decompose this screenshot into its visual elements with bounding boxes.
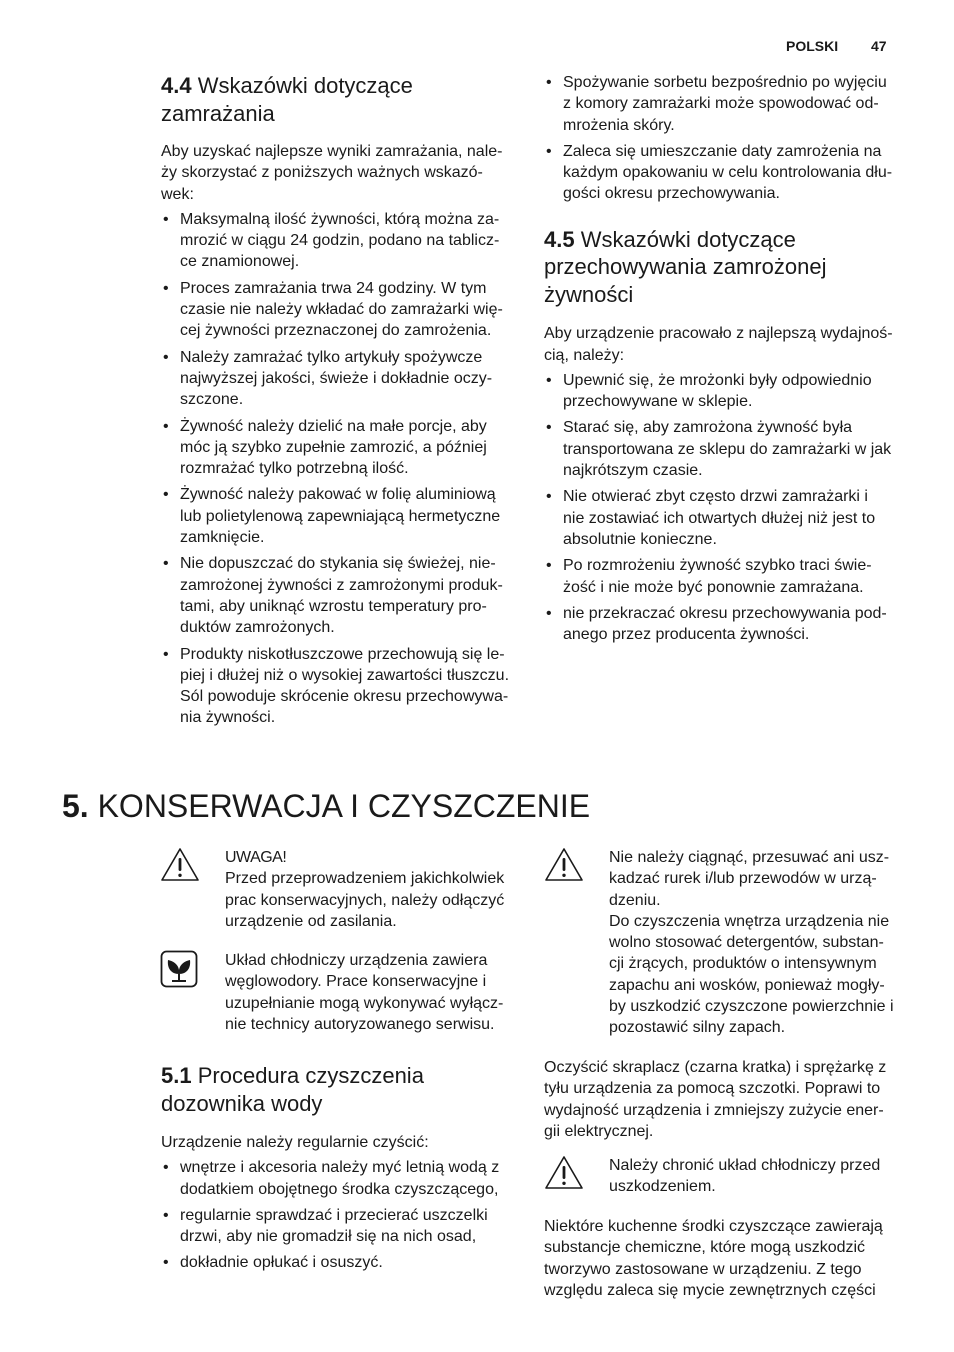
condenser-paragraph: Oczyścić skraplacz (czarna kratka) i sprężarkę z tyłu urządzenia za pomocą szczotki. Poprawi to wydajność urządzenia i zmniejszy zużycie ener- gii elektrycznej. — [544, 1059, 887, 1140]
section-4-4 — [161, 72, 521, 734]
chemicals-paragraph: Niektóre kuchenne środki czyszczące zawierają substancje chemiczne, które mogą uszkodzić tworzywo zastosowane w urządzeniu. Z tego względu zaleca się mycie zewnętrznych części — [544, 1218, 883, 1299]
list-item: • wnętrze i akcesoria należy myć letnią wodą z dodatkiem obojętnego środka czyszczącego, — [161, 1157, 521, 1200]
list-item: • nie przekraczać okresu przechowywania pod- anego przez producenta żywności. — [544, 603, 904, 646]
section-number: 4.4 — [161, 73, 192, 98]
warning-notice — [160, 847, 520, 937]
list-item: • Żywność należy dzielić na małe porcje, aby móc ją szybko zupełnie zamrozić, a później rozmrażać tylko potrzebną ilość. — [161, 416, 521, 480]
text-line: cią, należy: — [544, 346, 625, 364]
list-item: • Spożywanie sorbetu bezpośrednio po wyjęciu z komory zamrażarki może spowodować od- mrożenia skóry. — [544, 72, 904, 136]
environment-text: Układ chłodniczy urządzenia zawiera węglowodory. Prace konserwacyjne i uzupełnianie mogą wykonywać wyłącz- nie technicy autoryzowanego serwisu. — [225, 952, 504, 1033]
warning-triangle-icon — [160, 847, 200, 883]
list-item: • Produkty niskotłuszczowe przechowują się le- piej i dłużej niż o wysokiej zawartości tłuszczu. Sól powoduje skrócenie okresu przechowywa- nia żywności. — [161, 644, 521, 729]
warning-text: Nie należy ciągnąć, przesuwać ani usz- kadzać rurek i/lub przewodów w urzą- dzeniu. Do czyszczenia wnętrza urządzenia nie wolno stosować detergentów, substan- cji żrących, produktów o intensywnym zapachu ani wosków, ponieważ mogły- by uszkodzić czyszczone powierzchnie i pozostawić silny zapach. — [609, 849, 894, 1037]
heading-line: Procedura czyszczenia — [197, 1063, 424, 1088]
text-line: Aby uzyskać najlepsze wyniki zamrażania, nale- — [161, 143, 503, 160]
heading-line: dozownika wody — [161, 1090, 323, 1116]
list-item: • Maksymalną ilość żywności, którą można za- mrozić w ciągu 24 godzin, podano na tablicz- ce znamionowej. — [161, 209, 521, 273]
section-4-4-heading — [161, 72, 521, 127]
bullet-list — [161, 209, 521, 729]
chapter-5-heading — [62, 786, 590, 826]
bullet-list — [544, 72, 904, 205]
section-number: 5.1 — [161, 1063, 192, 1088]
warning-triangle-icon — [544, 847, 584, 883]
heading-line: przechowywania zamrożonej — [544, 254, 827, 280]
list-item: • Proces zamrażania trwa 24 godziny. W tym czasie nie należy wkładać do zamrażarki wię- cej żywności przeznaczonej do zamrożenia. — [161, 278, 521, 342]
environment-notice — [160, 950, 520, 1040]
warning-triangle-icon — [544, 1155, 584, 1191]
warning-notice — [544, 1155, 904, 1201]
section-number: 4.5 — [544, 226, 575, 252]
section-5-1 — [161, 1062, 521, 1279]
warning-title: UWAGA! — [225, 849, 287, 866]
list-item: • Nie dopuszczać do stykania się świeżej, nie- zamrożonej żywności z zamrożonymi produk- tami, aby uniknąć wzrostu temperatury pro- duktów zamrożonych. — [161, 553, 521, 638]
warning-text: Należy chronić układ chłodniczy przed uszkodzeniem. — [609, 1157, 881, 1196]
warning-notice — [544, 847, 904, 1042]
section-intro: Urządzenie należy regularnie czyścić: — [161, 1134, 429, 1151]
section-4-5-heading — [544, 226, 904, 309]
section-intro — [161, 141, 521, 205]
chapter-title: KONSERWACJA I CZYSZCZENIE — [97, 788, 591, 824]
running-header-language: POLSKI — [786, 38, 839, 54]
chapter-number: 5. — [62, 788, 89, 824]
section-intro — [544, 323, 904, 366]
heading-line: Wskazówki dotyczące — [197, 73, 413, 98]
right-column-top — [544, 72, 904, 650]
list-item: • Upewnić się, że mrożonki były odpowiednio przechowywane w sklepie. — [544, 370, 904, 413]
list-item: • Po rozmrożeniu żywność szybko traci świe- żość i nie może być ponownie zamrażana. — [544, 555, 904, 598]
heading-line: Wskazówki dotyczące — [580, 226, 796, 252]
list-item: • dokładnie opłukać i osuszyć. — [161, 1252, 521, 1273]
list-item: • Starać się, aby zamrożona żywność była transportowana ze sklepu do zamrażarki w jak najkrótszym czasie. — [544, 417, 904, 481]
list-item: • Żywność należy pakować w folię aluminiową lub polietylenową zapewniającą hermetyczne zamknięcie. — [161, 484, 521, 548]
list-item: • Należy zamrażać tylko artykuły spożywcze najwyższej jakości, świeże i dokładnie oczy- szczone. — [161, 347, 521, 411]
bullet-list — [161, 1157, 521, 1273]
text-line: wek: — [161, 185, 194, 203]
bullet-list — [544, 370, 904, 646]
text-line: Aby urządzenie pracowało z najlepszą wydajnoś- — [544, 325, 893, 343]
text-line: ży skorzystać z poniższych ważnych wskazó- — [161, 164, 483, 182]
eco-leaf-icon — [160, 950, 198, 988]
warning-text: UWAGA! Przed przeprowadzeniem jakichkolwiek prac konserwacyjnych, należy odłączyć urządzenie od zasilania. — [225, 849, 505, 930]
list-item: • Zaleca się umieszczanie daty zamrożenia na każdym opakowaniu w celu kontrolowania dłu- gości okresu przechowywania. — [544, 141, 904, 205]
page-number: 47 — [871, 38, 887, 54]
heading-line: zamrażania — [161, 100, 275, 126]
section-5-1-heading — [161, 1062, 521, 1117]
list-item: • Nie otwierać zbyt często drzwi zamrażarki i nie zostawiać ich otwartych dłużej niż jest to absolutnie konieczne. — [544, 486, 904, 550]
heading-line: żywności — [544, 281, 634, 307]
list-item: • regularnie sprawdzać i przecierać uszczelki drzwi, aby nie gromadził się na nich osad, — [161, 1205, 521, 1248]
